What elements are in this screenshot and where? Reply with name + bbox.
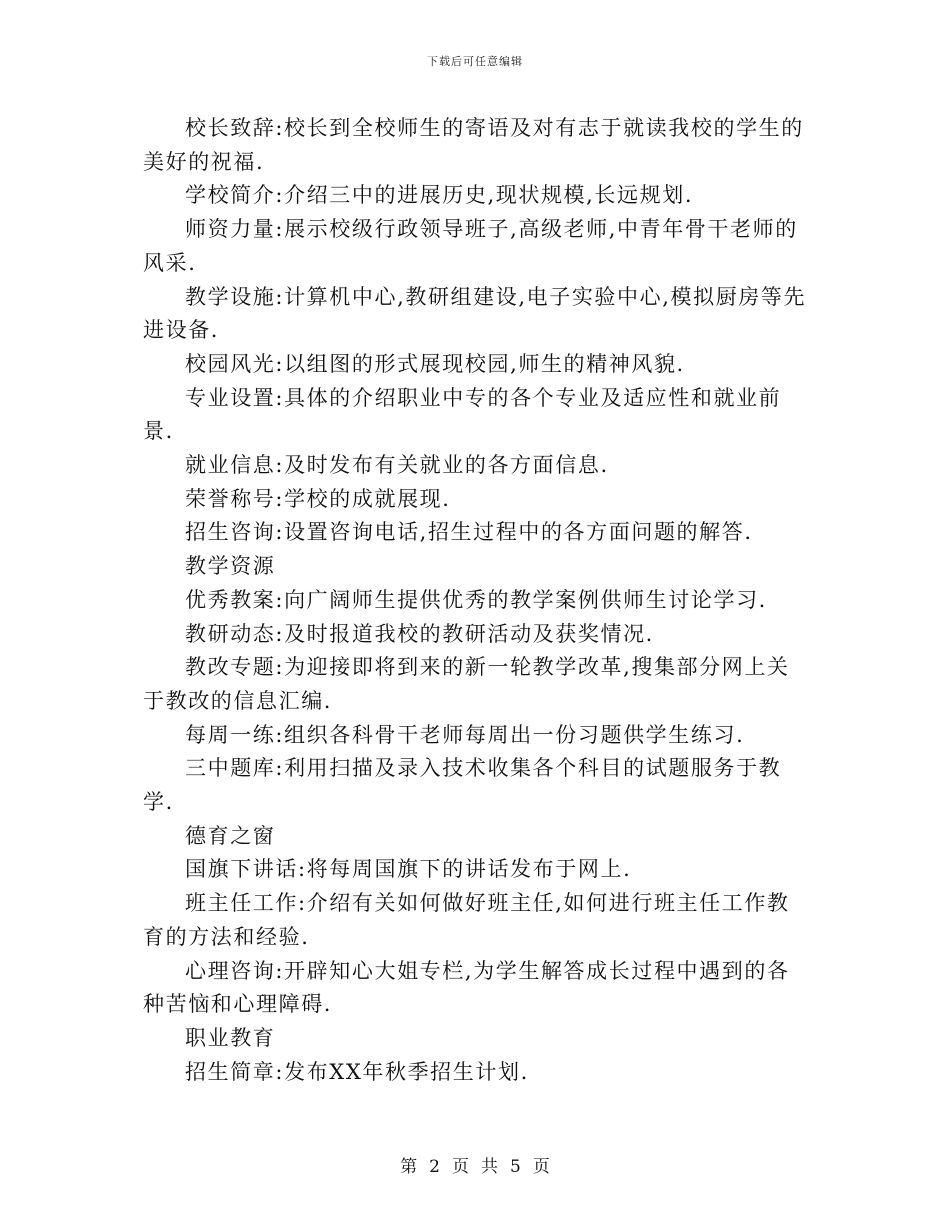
paragraph: 师资力量:展示校级行政领导班子,高级老师,中青年骨干老师的风采. — [143, 217, 798, 275]
paragraph: 班主任工作:介绍有关如何做好班主任,如何进行班主任工作教育的方法和经验. — [143, 891, 790, 949]
paragraph: 校园风光:以组图的形式展现校园,师生的精神风貌. — [185, 351, 685, 376]
footer-page-word: 页 — [452, 1157, 469, 1177]
paragraph: 招生咨询:设置咨询电话,招生过程中的各方面问题的解答. — [185, 520, 753, 545]
page-footer — [0, 1152, 950, 1177]
paragraph: 教研动态:及时报道我校的教研活动及获奖情况. — [185, 621, 654, 646]
total-page-count: 5 — [510, 1157, 521, 1177]
paragraph: 教学设施:计算机中心,教研组建设,电子实验中心,模拟厨房等先进设备. — [143, 284, 807, 343]
section-heading: 教学资源 — [185, 554, 276, 579]
paragraph: 心理咨询:开辟知心大姐专栏,为学生解答成长过程中遇到的各种苦恼和心理障碍. — [143, 958, 790, 1017]
paragraph: 三中题库:利用扫描及录入技术收集各个科目的试题服务于教学. — [143, 756, 782, 815]
section-heading: 职业教育 — [185, 1025, 276, 1050]
paragraph: 学校简介:介绍三中的进展历史,现状规模,长远规划. — [185, 183, 694, 208]
paragraph: 教改专题:为迎接即将到来的新一轮教学改革,搜集部分网上关于教改的信息汇编. — [143, 655, 790, 713]
paragraph: 优秀教案:向广阔师生提供优秀的教学案例供师生讨论学习. — [185, 587, 767, 612]
paragraph: 国旗下讲话:将每周国旗下的讲话发布于网上. — [185, 857, 632, 882]
paragraph: 每周一练:组织各科骨干老师每周出一份习题供学生练习. — [185, 722, 745, 747]
current-page-number: 2 — [429, 1157, 440, 1177]
document-body — [143, 112, 808, 1089]
paragraph: 就业信息:及时发布有关就业的各方面信息. — [185, 453, 609, 478]
footer-suffix: 页 — [532, 1157, 550, 1177]
page-header: 下载后可任意编辑 — [427, 55, 523, 68]
paragraph: 荣誉称号:学校的成就展现. — [185, 486, 451, 511]
footer-prefix: 第 — [400, 1157, 418, 1177]
paragraph: 招生简章:发布XX年秋季招生计划. — [185, 1059, 529, 1084]
paragraph: 校长致辞:校长到全校师生的寄语及对有志于就读我校的学生的美好的祝福. — [143, 116, 804, 174]
paragraph: 专业设置:具体的介绍职业中专的各个专业及适应性和就业前景. — [143, 385, 782, 444]
section-heading: 德育之窗 — [185, 823, 276, 848]
footer-total-word: 共 — [481, 1157, 498, 1177]
